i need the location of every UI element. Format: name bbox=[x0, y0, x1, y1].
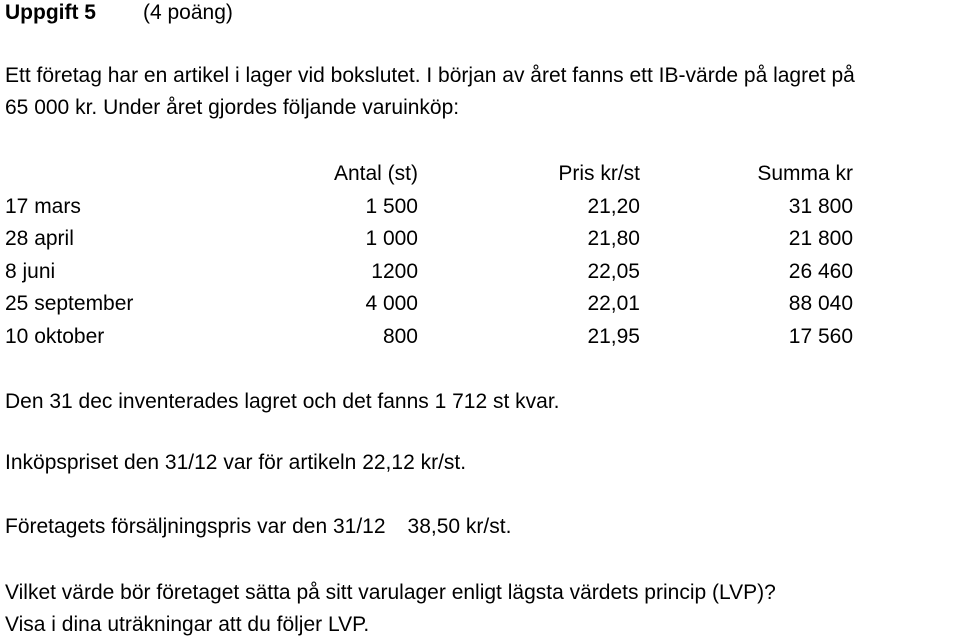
row-sum: 26 460 bbox=[788, 259, 853, 283]
row-quantity: 4 000 bbox=[365, 292, 418, 316]
sales-price-value: 38,50 kr/st. bbox=[407, 515, 512, 538]
row-price: 21,80 bbox=[587, 227, 640, 251]
row-date: 25 september bbox=[5, 292, 134, 316]
table-row bbox=[5, 223, 853, 256]
row-quantity: 800 bbox=[382, 324, 418, 348]
row-price: 21,95 bbox=[587, 324, 640, 348]
purchase-price-statement: Inköpspriset den 31/12 var för artikeln 22,12 kr/st. bbox=[5, 451, 467, 474]
intro-line-1: Ett företag har en artikel i lager vid bokslutet. I början av året fanns ett IB-värde på lagret på bbox=[5, 64, 855, 87]
row-price: 22,01 bbox=[587, 292, 640, 316]
row-date: 10 oktober bbox=[5, 324, 105, 348]
task-title: Uppgift 5 bbox=[5, 1, 96, 24]
column-header-date bbox=[5, 158, 225, 191]
row-quantity: 1200 bbox=[371, 259, 418, 283]
purchases-table bbox=[5, 158, 853, 353]
row-date: 28 april bbox=[5, 227, 74, 251]
row-sum: 17 560 bbox=[788, 324, 853, 348]
table-row bbox=[5, 256, 853, 289]
table-row bbox=[5, 191, 853, 224]
row-quantity: 1 000 bbox=[365, 227, 418, 251]
task-heading bbox=[5, 0, 233, 26]
row-quantity: 1 500 bbox=[365, 194, 418, 218]
column-header-price: Pris kr/st bbox=[558, 162, 640, 186]
row-sum: 88 040 bbox=[788, 292, 853, 316]
question-line-2: Visa i dina uträkningar att du följer LVP. bbox=[5, 613, 370, 636]
row-price: 22,05 bbox=[587, 259, 640, 283]
column-header-quantity: Antal (st) bbox=[333, 162, 418, 186]
sales-price-label: Företagets försäljningspris var den 31/12 bbox=[5, 515, 386, 538]
table-header-row bbox=[5, 158, 853, 191]
row-sum: 21 800 bbox=[788, 227, 853, 251]
question-line-1: Vilket värde bör företaget sätta på sitt varulager enligt lägsta värdets princip (LVP)? bbox=[5, 581, 776, 604]
row-date: 8 juni bbox=[5, 259, 56, 283]
row-date: 17 mars bbox=[5, 194, 81, 218]
table-row bbox=[5, 321, 853, 354]
row-sum: 31 800 bbox=[788, 194, 853, 218]
row-price: 21,20 bbox=[587, 194, 640, 218]
table-row bbox=[5, 288, 853, 321]
task-points: (4 poäng) bbox=[143, 1, 233, 24]
sales-price-statement bbox=[5, 514, 511, 540]
intro-line-2: 65 000 kr. Under året gjordes följande varuinköp: bbox=[5, 96, 460, 119]
inventory-statement: Den 31 dec inventerades lagret och det fanns 1 712 st kvar. bbox=[5, 390, 560, 413]
column-header-sum: Summa kr bbox=[757, 162, 853, 186]
